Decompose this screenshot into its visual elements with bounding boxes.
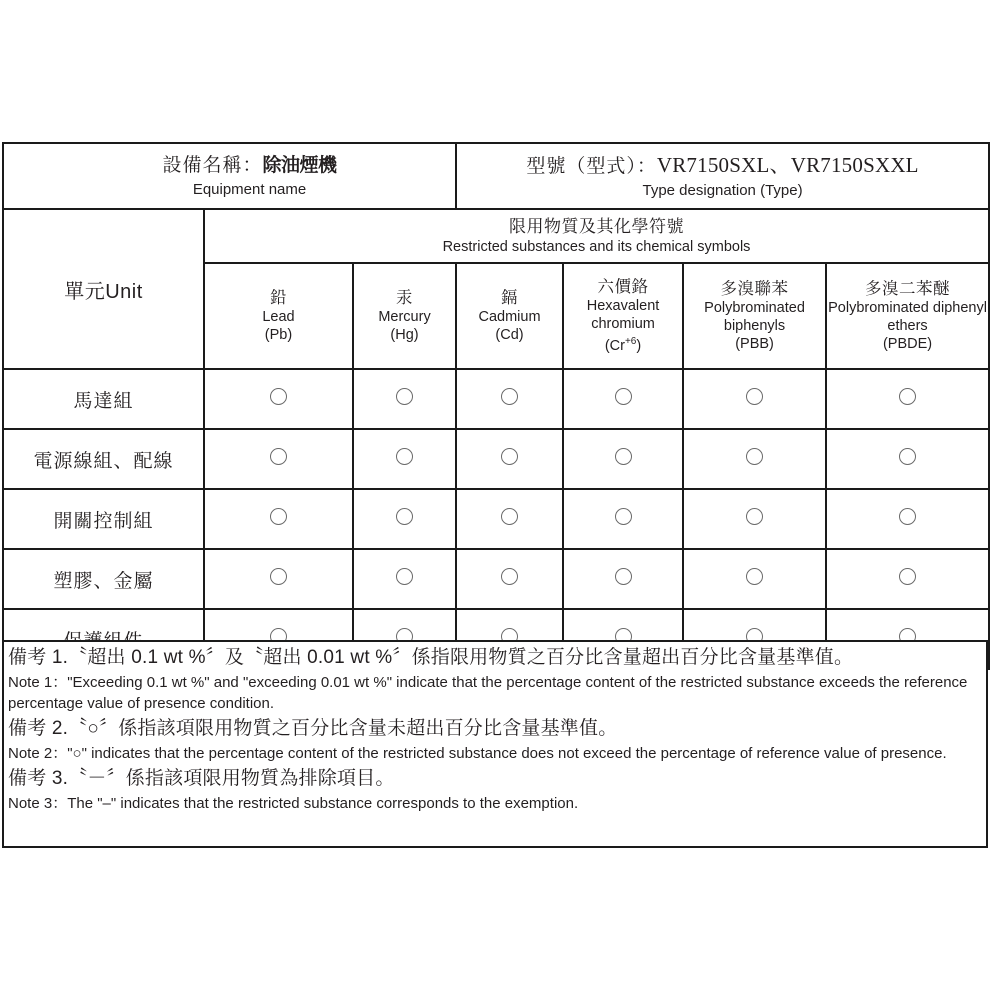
type-designation-value: VR7150SXL、VR7150SXXL [656, 152, 919, 177]
note-1-en: Note 1："Exceeding 0.1 wt %" and "exceeding 0.01 wt %" indicate that the percentage content of the restricted substance exceeds the reference percentage value of presence condition. [8, 674, 968, 712]
mark-cell [204, 549, 353, 609]
circle-mark-icon [501, 448, 518, 465]
substance-name-cn: 鎘 [501, 288, 519, 307]
table-header-banner-row [3, 209, 989, 263]
substance-symbol: (PBB) [735, 335, 774, 352]
substance-name-en: Polybrominated diphenyl ethers [828, 299, 987, 334]
substance-header-cadmium [456, 263, 563, 369]
mark-cell [683, 429, 826, 489]
unit-name: 塑膠、金屬 [3, 549, 204, 609]
table-row [3, 489, 989, 549]
mark-cell [353, 489, 456, 549]
table-row [3, 369, 989, 429]
note-1 [8, 644, 982, 714]
mark-cell [826, 489, 989, 549]
circle-mark-icon [396, 388, 413, 405]
mark-cell [683, 489, 826, 549]
mark-cell [563, 429, 683, 489]
circle-mark-icon [899, 388, 916, 405]
notes-section [2, 640, 988, 848]
circle-mark-icon [501, 568, 518, 585]
table-header-identity-row [3, 143, 989, 209]
circle-mark-icon [270, 568, 287, 585]
unit-column-header: 單元Unit [3, 209, 204, 369]
equipment-name-label-en: Equipment name [192, 180, 307, 198]
restricted-substances-banner [204, 209, 989, 263]
substance-name-en: Hexavalent chromium [586, 297, 660, 332]
table-row [3, 429, 989, 489]
note-3-cn: 備考 3.〝－〞係指該項限用物質為排除項目。 [8, 768, 395, 789]
substance-name-cn: 多溴聯苯 [720, 279, 789, 298]
type-designation-label-cn: 型號（型式）： [526, 155, 657, 177]
substance-name-en: Lead [262, 308, 295, 325]
circle-mark-icon [615, 568, 632, 585]
substance-name-en: Mercury [378, 308, 431, 325]
substance-header-pbb [683, 263, 826, 369]
mark-cell [826, 549, 989, 609]
circle-mark-icon [615, 508, 632, 525]
note-2-cn: 備考 2.〝○〞係指該項限用物質之百分比含量未超出百分比含量基準值。 [8, 718, 618, 739]
circle-mark-icon [501, 388, 518, 405]
note-2 [8, 715, 982, 764]
banner-label-cn: 限用物質及其化學符號 [509, 216, 685, 236]
substance-symbol: (Cd) [495, 326, 524, 343]
circle-mark-icon [396, 448, 413, 465]
substance-name-cn: 六價鉻 [597, 277, 649, 296]
mark-cell [204, 489, 353, 549]
circle-mark-icon [270, 508, 287, 525]
substance-name-cn: 鉛 [270, 288, 287, 307]
circle-mark-icon [899, 508, 916, 525]
circle-mark-icon [270, 448, 287, 465]
mark-cell [563, 489, 683, 549]
mark-cell [826, 429, 989, 489]
circle-mark-icon [746, 448, 763, 465]
substance-header-mercury [353, 263, 456, 369]
type-designation-cell [456, 143, 989, 209]
circle-mark-icon [396, 568, 413, 585]
substance-symbol: (Hg) [390, 326, 419, 343]
substance-symbol: (PBDE) [882, 335, 933, 352]
mark-cell [353, 429, 456, 489]
table-row [3, 549, 989, 609]
note-1-cn: 備考 1.〝超出 0.1 wt %〞及〝超出 0.01 wt %〞係指限用物質之百分比含量超出百分比含量基準值。 [8, 647, 854, 668]
circle-mark-icon [746, 508, 763, 525]
mark-cell [353, 549, 456, 609]
note-3 [8, 765, 982, 814]
rohs-substance-table [2, 142, 990, 670]
circle-mark-icon [501, 508, 518, 525]
substance-name-en: Polybrominated biphenyls [704, 299, 805, 334]
mark-cell [683, 369, 826, 429]
circle-mark-icon [615, 448, 632, 465]
substance-symbol: (Pb) [264, 326, 293, 343]
banner-label-en: Restricted substances and its chemical symbols [442, 238, 751, 255]
circle-mark-icon [899, 568, 916, 585]
mark-cell [456, 429, 563, 489]
mark-cell [353, 369, 456, 429]
substance-name-cn: 汞 [396, 288, 414, 307]
equipment-name-value: 除油煙機 [262, 154, 337, 176]
unit-name: 馬達組 [3, 369, 204, 429]
mark-cell [563, 549, 683, 609]
circle-mark-icon [746, 388, 763, 405]
mark-cell [456, 369, 563, 429]
substance-header-lead [204, 263, 353, 369]
circle-mark-icon [615, 388, 632, 405]
substance-header-pbde [826, 263, 989, 369]
substance-name-en: Cadmium [478, 308, 541, 325]
mark-cell [563, 369, 683, 429]
substance-symbol: $(Cr^{+6})$ [604, 335, 642, 354]
equipment-name-label-cn: 設備名稱： [162, 154, 263, 176]
note-3-en: Note 3：The "–" indicates that the restricted substance corresponds to the exemption. [8, 795, 579, 812]
mark-cell [204, 369, 353, 429]
substance-header-hexavalent-chromium [563, 263, 683, 369]
note-2-en: Note 2："○" indicates that the percentage content of the restricted substance does not exceed the percentage of reference value of presence. [8, 745, 947, 762]
circle-mark-icon [396, 508, 413, 525]
circle-mark-icon [746, 568, 763, 585]
mark-cell [456, 549, 563, 609]
unit-name: 電源線組、配線 [3, 429, 204, 489]
mark-cell [204, 429, 353, 489]
mark-cell [683, 549, 826, 609]
mark-cell [456, 489, 563, 549]
substance-name-cn: 多溴二苯醚 [865, 279, 951, 298]
equipment-name-cell [3, 143, 456, 209]
mark-cell [826, 369, 989, 429]
circle-mark-icon [270, 388, 287, 405]
type-designation-label-en: Type designation (Type) [642, 181, 803, 199]
unit-name: 開關控制組 [3, 489, 204, 549]
circle-mark-icon [899, 448, 916, 465]
